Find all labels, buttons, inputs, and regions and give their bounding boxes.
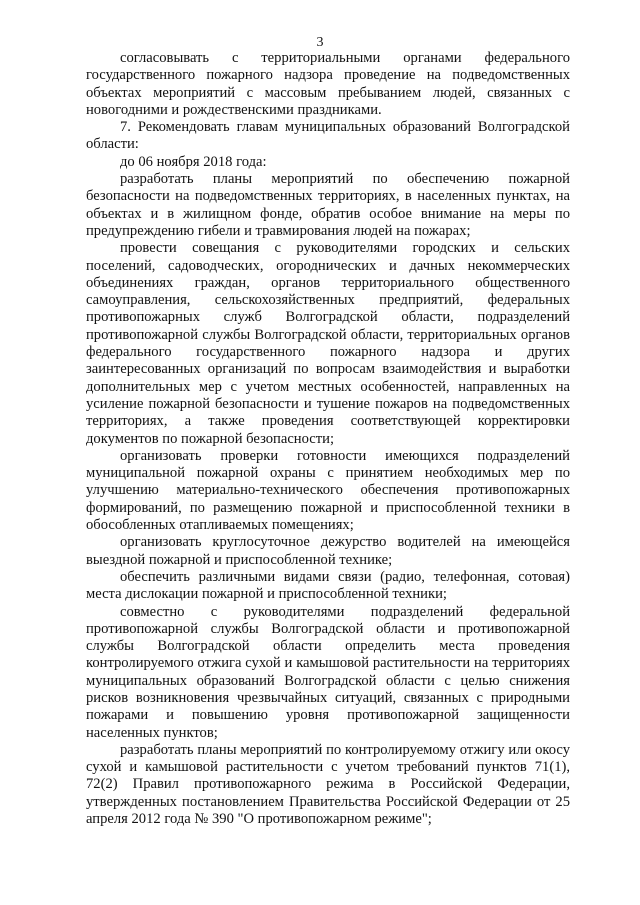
paragraph-coordinate-events: согласовывать с территориальными органами федерального государственного пожарного надзора проведение на подведомственных объектах мероприятий с массовым пребыванием людей, связанных с новогодними и рождественскими праздниками. [86, 50, 570, 118]
paragraph-readiness-checks: организовать проверки готовности имеющихся подразделений муниципальной пожарной охраны с принятием необходимых мер по улучшению материально-технического обеспечения противопожарных формирований, по размещению пожарной и приспособленной техники в обособленных отапливаемых помещениях; [86, 447, 570, 534]
paragraph-burning-plans: разработать планы мероприятий по контролируемому отжигу или окосу сухой и камышовой растительности с учетом требований пунктов 71(1), 72(2) Правил противопожарного режима в Российской Федерации, утвержденных постановлением Правительства Российской Федерации от 25 апреля 2012 года № 390 "О противопожарном режиме"; [86, 741, 570, 828]
paragraph-hold-meetings: провести совещания с руководителями городских и сельских поселений, садоводческих, огороднических и дачных некоммерческих объединениях граждан, органов территориального общественного самоуправления, сельскохозяйственных предприятий, федеральных противопожарных служб Волгоградской области, подразделений противопожарной службы Волгоградской области, территориальных органов федерального государственного пожарного надзора и других заинтересованных организаций по вопросам взаимодействия и выработки дополнительных мер с учетом местных особенностей, направленных на усиление пожарной безопасности и тушение пожаров на подведомственных территориях, а также проведения соответствующей корректировки документов по пожарной безопасности; [86, 240, 570, 447]
paragraph-driver-duty: организовать круглосуточное дежурство водителей на имеющейся выездной пожарной и приспособленной технике; [86, 534, 570, 568]
paragraph-recommendation-heading: 7. Рекомендовать главам муниципальных образований Волгоградской области: [86, 119, 570, 153]
paragraph-controlled-burning-sites: совместно с руководителями подразделений федеральной противопожарной службы Волгоградской области и противопожарной службы Волгоградской области определить места проведения контролируемого отжига сухой и камышовой растительности на территориях муниципальных образований Волгоградской области с целью снижения рисков возникновения чрезвычайных ситуаций, связанных с природными пожарами и повышению уровня противопожарной защищенности населенных пунктов; [86, 603, 570, 741]
document-body [86, 50, 570, 828]
paragraph-develop-plans: разработать планы мероприятий по обеспечению пожарной безопасности на подведомственных территориях, в населенных пунктах, на объектах и в жилищном фонде, обратив особое внимание на меры по предупреждению гибели и травмирования людей на пожарах; [86, 171, 570, 239]
paragraph-deadline: до 06 ноября 2018 года: [120, 153, 267, 170]
page-number: 3 [316, 35, 324, 50]
paragraph-communications: обеспечить различными видами связи (радио, телефонная, сотовая) места дислокации пожарной и приспособленной техники; [86, 568, 570, 603]
